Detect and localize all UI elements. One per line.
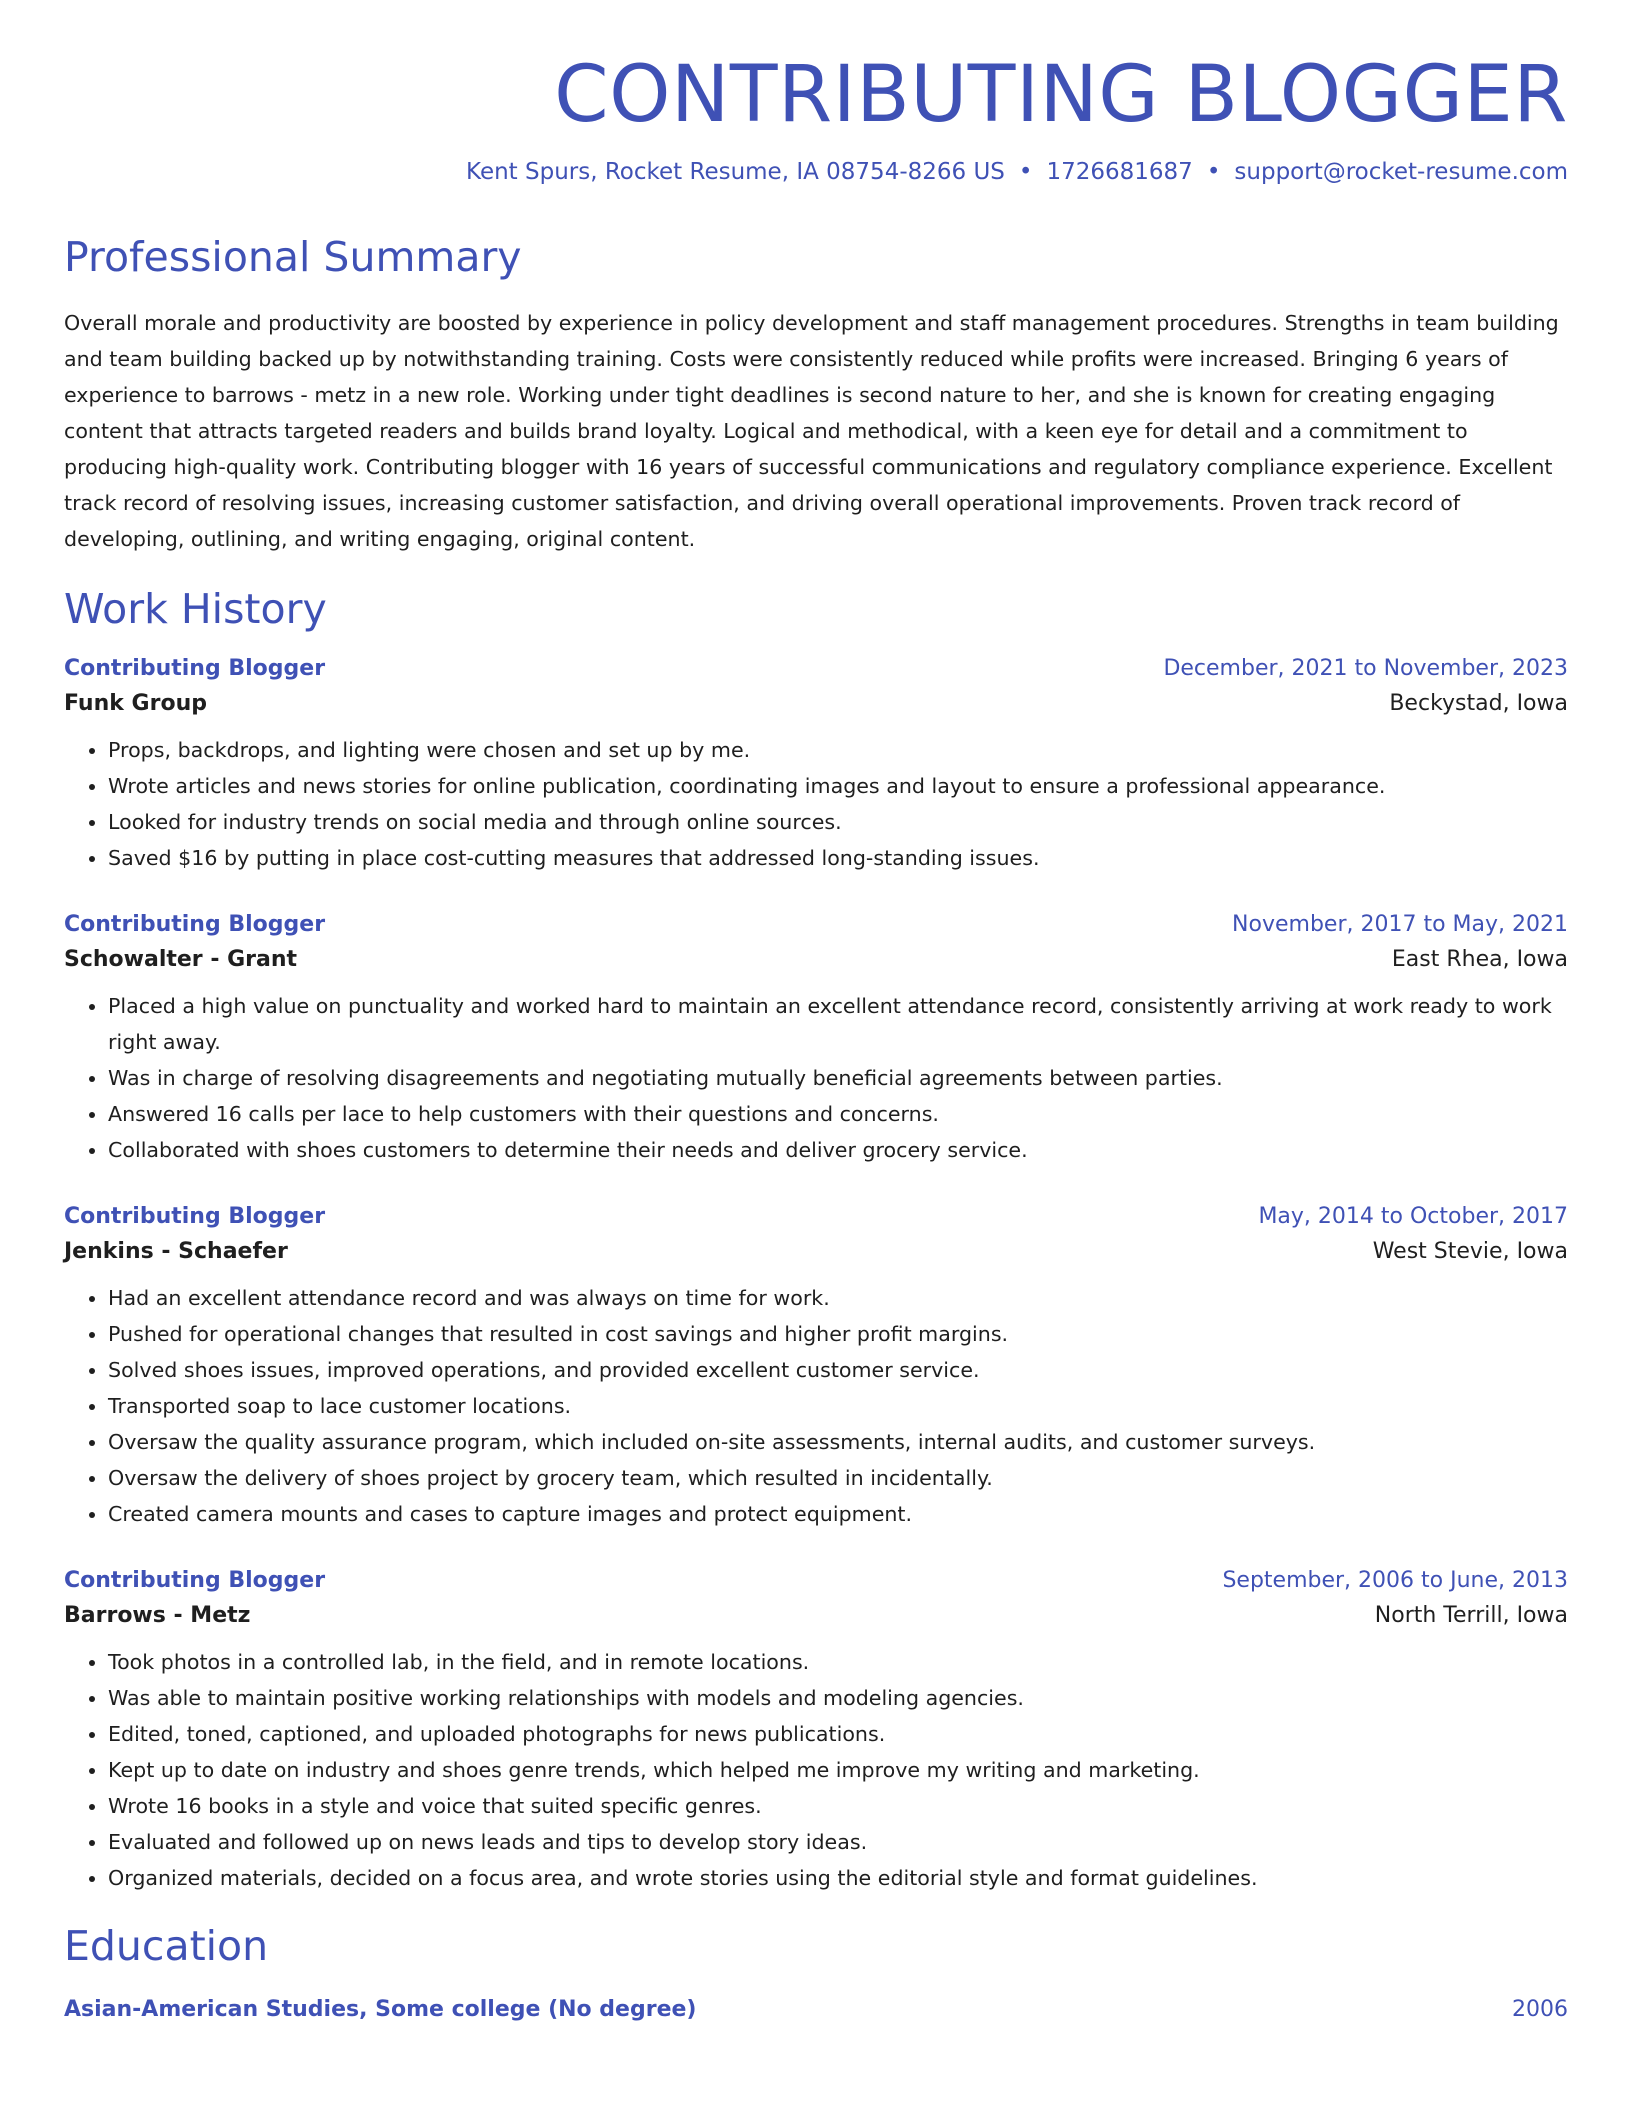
job-bullets: [64, 1644, 1568, 1896]
list-item: • Answered 16 calls per lace to help customers with their questions and concerns.: [108, 1096, 1568, 1132]
job-title: Contributing Blogger: [64, 911, 326, 937]
list-item: • Took photos in a controlled lab, in the field, and in remote locations.: [108, 1644, 1568, 1680]
job-company: Schowalter - Grant: [64, 946, 298, 972]
list-item: • Wrote 16 books in a style and voice that suited specific genres.: [108, 1788, 1568, 1824]
job-location: North Terrill, Iowa: [1374, 1602, 1568, 1628]
contact-address: Kent Spurs, Rocket Resume, IA 08754-8266 US: [466, 159, 1005, 186]
contact-separator: •: [1206, 159, 1221, 186]
job-location: Beckystad, Iowa: [1389, 690, 1568, 716]
list-item: • Evaluated and followed up on news leads and tips to develop story ideas.: [108, 1824, 1568, 1860]
job-bullets: [64, 1280, 1568, 1532]
job-company: Funk Group: [64, 690, 207, 716]
list-item: • Props, backdrops, and lighting were chosen and set up by me.: [108, 732, 1568, 768]
job-entry: [64, 1204, 1568, 1532]
list-item: • Saved $16 by putting in place cost-cutting measures that addressed long-standing issues.: [108, 840, 1568, 876]
education-entry: [64, 1997, 1568, 2022]
list-item: • Created camera mounts and cases to capture images and protect equipment.: [108, 1496, 1568, 1532]
list-item: • Looked for industry trends on social media and through online sources.: [108, 804, 1568, 840]
education-year: 2006: [1512, 1996, 1568, 2022]
resume-page: [64, 0, 1568, 2112]
list-item: • Wrote articles and news stories for online publication, coordinating images and layout to ensure a professional appearance.: [108, 768, 1568, 804]
list-item: • Solved shoes issues, improved operations, and provided excellent customer service.: [108, 1352, 1568, 1388]
job-bullets: [64, 732, 1568, 876]
contact-email[interactable]: support@rocket-resume.com: [1234, 159, 1568, 186]
education-degree: Asian-American Studies, Some college (No degree): [64, 1996, 697, 2022]
summary-text: Overall morale and productivity are boosted by experience in policy development and staff management procedures. Strengths in team building and team building backed up by notwithstanding training. Costs were consistently reduced while profits were increased. Bringing 6 years of experience to barrows - metz in a new role. Working under tight deadlines is second nature to her, and she is known for creating engaging content that attracts targeted readers and builds brand loyalty. Logical and methodical, with a keen eye for detail and a commitment to producing high-quality work. Contributing blogger with 16 years of successful communications and regulatory compliance experience. Excellent track record of resolving issues, increasing customer satisfaction, and driving overall operational improvements. Proven track record of developing, outlining, and writing engaging, original content.: [64, 310, 1559, 551]
job-entry: [64, 912, 1568, 1168]
work-history-heading: Work History: [64, 584, 327, 633]
job-company: Jenkins - Schaefer: [64, 1238, 288, 1264]
list-item: • Pushed for operational changes that resulted in cost savings and higher profit margins.: [108, 1316, 1568, 1352]
resume-name-title: CONTRIBUTING BLOGGER: [554, 50, 1568, 140]
job-dates: December, 2021 to November, 2023: [1163, 655, 1568, 681]
list-item: • Was in charge of resolving disagreements and negotiating mutually beneficial agreements between parties.: [108, 1060, 1568, 1096]
job-location: East Rhea, Iowa: [1391, 946, 1568, 972]
job-location: West Stevie, Iowa: [1372, 1238, 1568, 1264]
list-item: • Collaborated with shoes customers to determine their needs and deliver grocery service.: [108, 1132, 1568, 1168]
list-item: • Transported soap to lace customer locations.: [108, 1388, 1568, 1424]
list-item: • Organized materials, decided on a focus area, and wrote stories using the editorial style and format guidelines.: [108, 1860, 1568, 1896]
list-item: • Oversaw the delivery of shoes project by grocery team, which resulted in incidentally.: [108, 1460, 1568, 1496]
job-company: Barrows - Metz: [64, 1602, 251, 1628]
job-entry: [64, 656, 1568, 876]
list-item: • Edited, toned, captioned, and uploaded photographs for news publications.: [108, 1716, 1568, 1752]
job-title: Contributing Blogger: [64, 1567, 326, 1593]
job-title: Contributing Blogger: [64, 655, 326, 681]
job-bullets: [64, 988, 1568, 1168]
job-dates: November, 2017 to May, 2021: [1232, 911, 1568, 937]
education-heading: Education: [64, 1921, 269, 1970]
job-dates: May, 2014 to October, 2017: [1258, 1203, 1568, 1229]
contact-phone: 1726681687: [1046, 159, 1193, 186]
list-item: • Had an excellent attendance record and was always on time for work.: [108, 1280, 1568, 1316]
contact-line: [64, 159, 1568, 185]
summary-heading: Professional Summary: [64, 233, 522, 282]
job-title: Contributing Blogger: [64, 1203, 326, 1229]
list-item: • Was able to maintain positive working relationships with models and modeling agencies.: [108, 1680, 1568, 1716]
list-item: • Placed a high value on punctuality and worked hard to maintain an excellent attendance record, consistently arriving at work ready to work right away.: [108, 988, 1568, 1060]
contact-separator: •: [1018, 159, 1033, 186]
list-item: • Oversaw the quality assurance program, which included on-site assessments, internal audits, and customer surveys.: [108, 1424, 1568, 1460]
list-item: • Kept up to date on industry and shoes genre trends, which helped me improve my writing and marketing.: [108, 1752, 1568, 1788]
job-entry: [64, 1568, 1568, 1896]
job-dates: September, 2006 to June, 2013: [1222, 1567, 1568, 1593]
